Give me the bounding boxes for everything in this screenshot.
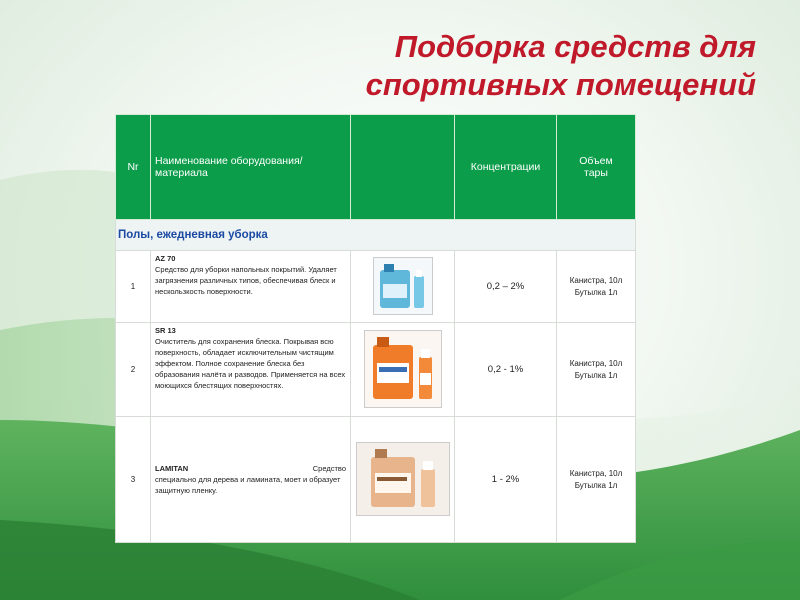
product-name: SR 13 — [155, 326, 176, 335]
product-description-cell — [151, 323, 351, 417]
table-row — [116, 251, 636, 323]
products-table — [115, 114, 636, 543]
beige-canister-product-image — [356, 442, 450, 516]
volume-bottle: Бутылка 1л — [574, 480, 618, 490]
product-description-cell — [151, 417, 351, 543]
product-description: Очиститель для сохранения блеска. Покрывая всю поверхность, обладает исключительным чистящим эффектом. Полное сохранение блеска без образования налёта и разводов. Применяется на всех моющихся блестящих поверхностях. — [155, 337, 346, 390]
section-title: Полы, ежедневная уборка — [116, 220, 636, 251]
header-volume-line1: Объем — [579, 155, 613, 167]
blue-canister-product-image — [373, 257, 433, 315]
header-nr: Nr — [116, 115, 151, 220]
header-volume-line2: тары — [584, 167, 608, 179]
volume-cell — [557, 323, 636, 417]
volume-cell — [557, 417, 636, 543]
product-image-cell — [351, 251, 455, 323]
volume-cell — [557, 251, 636, 323]
product-name: LAMITAN — [155, 464, 189, 473]
product-name-line — [155, 463, 346, 474]
product-image-cell — [351, 417, 455, 543]
header-image — [351, 115, 455, 220]
row-number: 3 — [116, 417, 151, 543]
row-number: 2 — [116, 323, 151, 417]
title-line-1: Подборка средств для — [394, 29, 756, 64]
product-description: специально для дерева и ламината, моет и образует защитную пленку. — [155, 475, 341, 495]
section-row — [116, 220, 636, 251]
orange-canister-product-image — [364, 330, 442, 408]
concentration: 1 - 2% — [455, 417, 557, 543]
volume-canister: Канистра, 10л — [569, 468, 623, 478]
volume-canister: Канистра, 10л — [569, 275, 623, 285]
product-description: Средство для уборки напольных покрытий. Удаляет загрязнения различных типов, обеспечивая блеск и нескользкость поверхности. — [155, 265, 337, 296]
header-volume — [557, 115, 636, 220]
volume-bottle: Бутылка 1л — [574, 370, 618, 380]
table-header-row — [116, 115, 636, 220]
table-row — [116, 323, 636, 417]
volume-canister: Канистра, 10л — [569, 358, 623, 368]
page-title — [296, 28, 756, 104]
header-concentration: Концентрации — [455, 115, 557, 220]
product-description-head: Средство — [312, 464, 346, 473]
product-image-cell — [351, 323, 455, 417]
volume-bottle: Бутылка 1л — [574, 287, 618, 297]
title-line-2: спортивных помещений — [365, 67, 756, 102]
product-description-cell — [151, 251, 351, 323]
product-name: AZ 70 — [155, 254, 176, 263]
table-row — [116, 417, 636, 543]
row-number: 1 — [116, 251, 151, 323]
concentration: 0,2 – 2% — [455, 251, 557, 323]
header-name: Наименование оборудования/ материала — [151, 115, 351, 220]
concentration: 0,2 - 1% — [455, 323, 557, 417]
